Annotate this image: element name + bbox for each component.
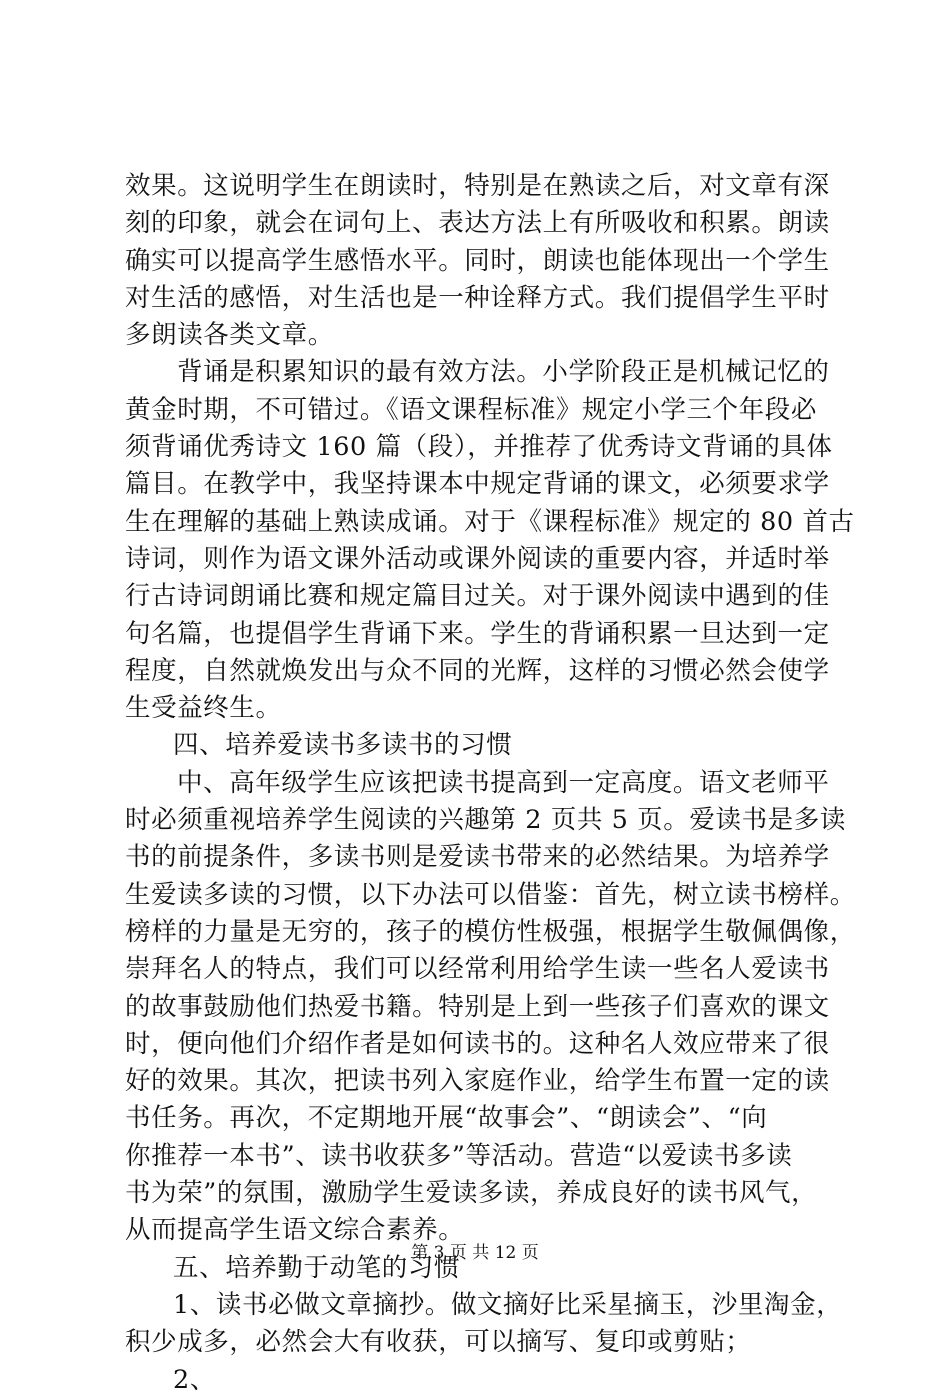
text-line: 确实可以提高学生感悟水平。同时，朗读也能体现出一个学生 (125, 245, 830, 276)
text-line: 须背诵优秀诗文 160 篇（段），并推荐了优秀诗文背诵的具体 (125, 432, 833, 463)
text-line: 黄金时期，不可错过。《语文课程标准》规定小学三个年段必 (125, 394, 817, 425)
text-line: 时，便向他们介绍作者是如何读书的。这种名人效应带来了很 (125, 1028, 830, 1059)
paragraph-start-line: 中、高年级学生应该把读书提高到一定高度。语文老师平 (177, 767, 830, 798)
text-line: 从而提高学生语文综合素养。 (125, 1215, 465, 1246)
text-line: 的故事鼓励他们热爱书籍。特别是上到一些孩子们喜欢的课文 (125, 991, 830, 1022)
text-line: 效果。这说明学生在朗读时，特别是在熟读之后，对文章有深 (125, 171, 830, 201)
text-line: 生在理解的基础上熟读成诵。对于《课程标准》规定的 80 首古 (125, 506, 855, 537)
paragraph-start-line: 2、 (173, 1364, 216, 1395)
text-line: 生爱读多读的习惯，以下办法可以借鉴：首先，树立读书榜样。 (125, 879, 856, 910)
text-line: 句名篇，也提倡学生背诵下来。学生的背诵积累一旦达到一定 (125, 618, 830, 649)
text-line: 崇拜名人的特点，我们可以经常利用给学生读一些名人爱读书 (125, 954, 830, 985)
text-line: 你推荐一本书”、读书收获多”等活动。营造“以爱读书多读 (125, 1140, 793, 1171)
text-line: 积少成多，必然会大有收获，可以摘写、复印或剪贴； (125, 1327, 752, 1358)
section-heading: 四、培养爱读书多读书的习惯 (173, 730, 513, 761)
text-line: 书的前提条件，多读书则是爱读书带来的必然结果。为培养学 (125, 842, 830, 873)
body-text (125, 168, 856, 1399)
section-heading: 五、培养勤于动笔的习惯 (173, 1252, 461, 1283)
text-line: 篇目。在教学中，我坚持课本中规定背诵的课文，必须要求学 (125, 469, 830, 500)
text-line: 书任务。再次，不定期地开展“故事会”、“朗读会”、“向 (125, 1103, 768, 1134)
text-line: 诗词，则作为语文课外活动或课外阅读的重要内容，并适时举 (125, 543, 830, 574)
text-line: 生受益终生。 (125, 693, 282, 724)
text-line: 多朗读各类文章。 (125, 320, 334, 351)
paragraph-start-line: 背诵是积累知识的最有效方法。小学阶段正是机械记忆的 (177, 357, 830, 388)
text-line: 行古诗词朗诵比赛和规定篇目过关。对于课外阅读中遇到的佳 (125, 581, 830, 612)
paragraph-start-line: 1、读书必做文章摘抄。做文摘好比采星摘玉，沙里淘金， (173, 1289, 843, 1320)
text-line: 刻的印象，就会在词句上、表达方法上有所吸收和积累。朗读 (125, 208, 830, 239)
text-line: 对生活的感悟，对生活也是一种诠释方式。我们提倡学生平时 (125, 282, 830, 313)
text-line: 时必须重视培养学生阅读的兴趣第 2 页共 5 页。爱读书是多读 (125, 805, 846, 836)
text-line: 榜样的力量是无穷的，孩子的模仿性极强，根据学生敬佩偶像， (125, 916, 856, 947)
text-line: 程度，自然就焕发出与众不同的光辉，这样的习惯必然会使学 (125, 655, 830, 686)
text-line: 好的效果。其次，把读书列入家庭作业，给学生布置一定的读 (125, 1066, 830, 1097)
text-line: 书为荣”的氛围，激励学生爱读多读，养成良好的读书风气， (125, 1178, 818, 1209)
page-footer: 第 3 页 共 12 页 (411, 1243, 539, 1263)
